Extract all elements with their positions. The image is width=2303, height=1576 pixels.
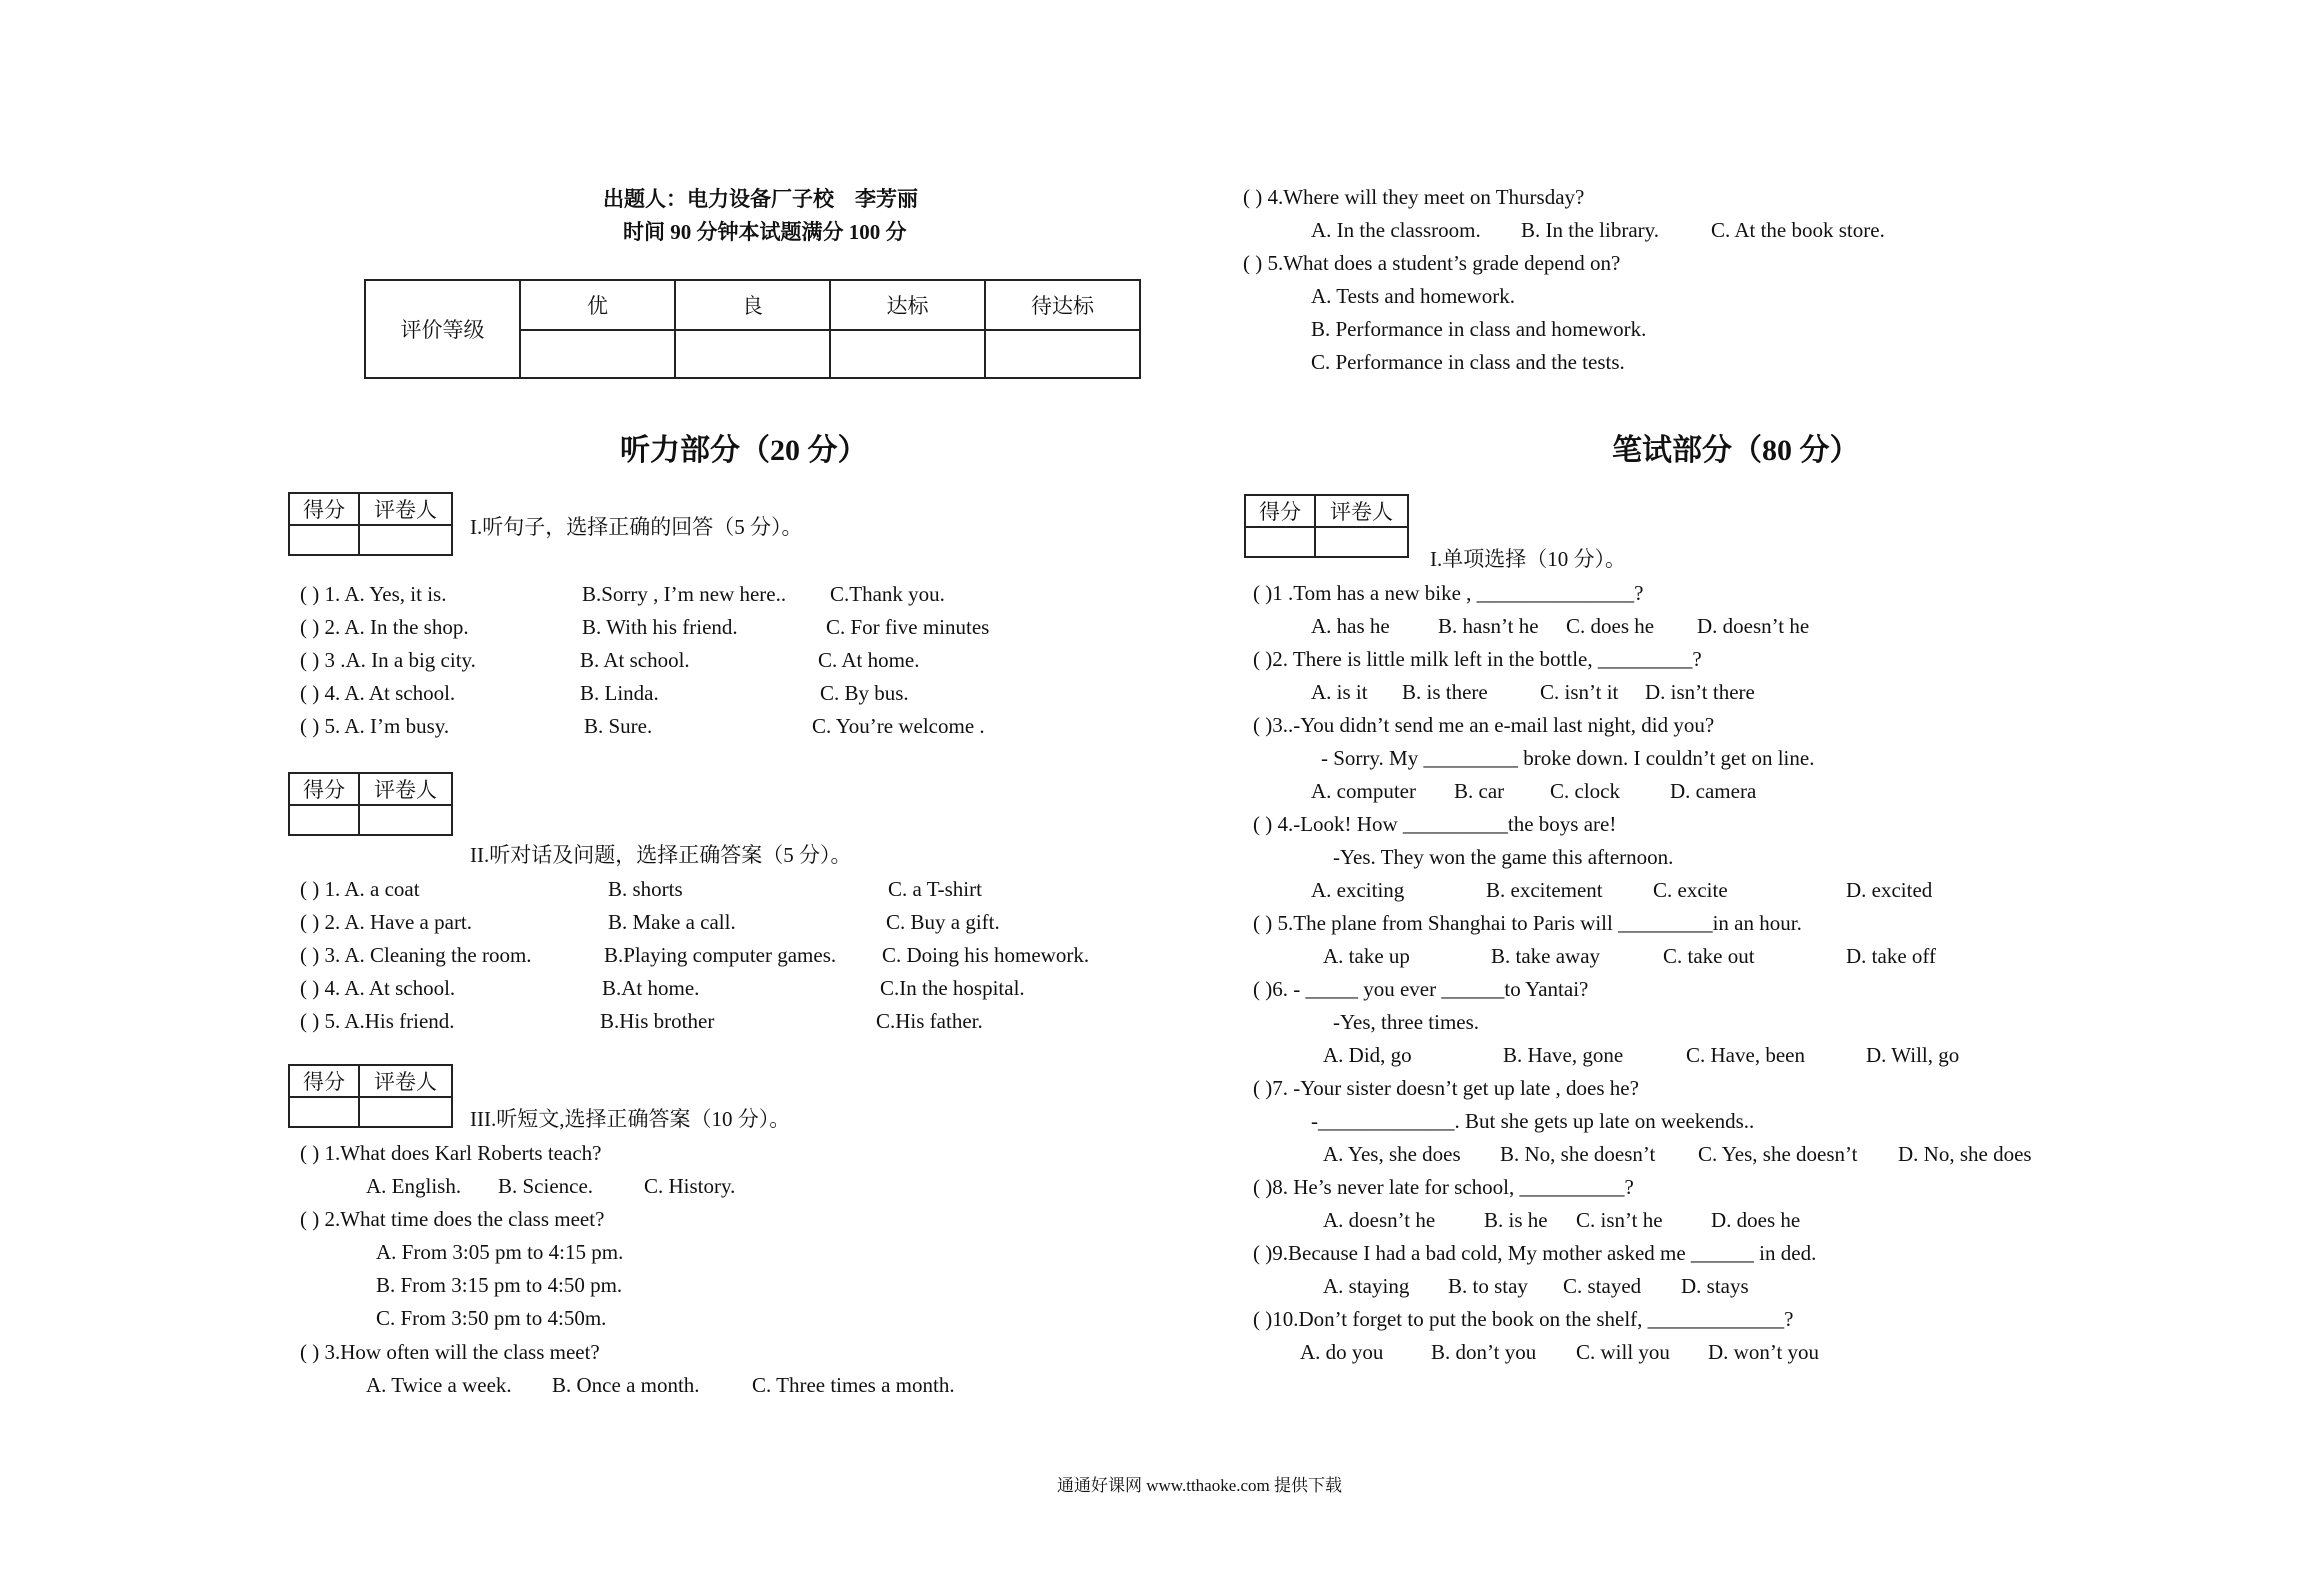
option-c: C. Doing his homework. xyxy=(882,943,1090,967)
option-b: B. From 3:15 pm to 4:50 pm. xyxy=(376,1273,623,1297)
question-stem: ( ) 3.How often will the class meet? xyxy=(300,1340,600,1364)
option-c: C. excite xyxy=(1653,878,1728,902)
option-b: B. is there xyxy=(1402,680,1488,704)
listening-title: 听力部分（20 分） xyxy=(620,434,868,467)
option-c: C. At home. xyxy=(818,648,920,672)
score-cell xyxy=(1245,527,1315,557)
option-c: C. Three times a month. xyxy=(752,1373,955,1397)
score-label: 得分 xyxy=(289,1065,359,1097)
writing-heading: I.单项选择（10 分）。 xyxy=(1430,547,1626,571)
grade-excellent: 优 xyxy=(520,280,675,330)
question-stem: ( )10.Don’t forget to put the book on the shelf, _____________? xyxy=(1253,1307,1794,1331)
option-c: C. For five minutes xyxy=(826,615,990,639)
option-a: A. staying xyxy=(1323,1274,1410,1298)
option-d: D. doesn’t he xyxy=(1697,614,1810,638)
grader-label: 评卷人 xyxy=(359,493,452,525)
grade-cell xyxy=(520,330,675,378)
option-b: B. Make a call. xyxy=(608,910,736,934)
option-b: B. take away xyxy=(1491,944,1601,968)
grader-label: 评卷人 xyxy=(359,1065,452,1097)
option-c: C. Performance in class and the tests. xyxy=(1311,350,1625,374)
option-c: C. From 3:50 pm to 4:50m. xyxy=(376,1306,607,1330)
question-line: -Yes. They won the game this afternoon. xyxy=(1333,845,1674,869)
option-a: A. doesn’t he xyxy=(1323,1208,1436,1232)
option-d: D. stays xyxy=(1681,1274,1749,1298)
score-label: 得分 xyxy=(1245,495,1315,527)
score-cell xyxy=(289,805,359,835)
option-c: C. Buy a gift. xyxy=(886,910,1000,934)
option-d: D. won’t you xyxy=(1708,1340,1820,1364)
question-stem: ( ) 1. A. a coat xyxy=(300,877,420,901)
question-stem: ( )7. -Your sister doesn’t get up late , does he? xyxy=(1253,1076,1639,1100)
question-stem: ( ) 4. A. At school. xyxy=(300,976,456,1000)
option-c: C. Yes, she doesn’t xyxy=(1698,1142,1858,1166)
option-a: A. has he xyxy=(1311,614,1390,638)
option-c: C. Have, been xyxy=(1686,1043,1805,1067)
option-a: A. Did, go xyxy=(1323,1043,1412,1067)
question-stem: ( )3..-You didn’t send me an e-mail last night, did you? xyxy=(1253,713,1715,737)
option-b: B. hasn’t he xyxy=(1438,614,1539,638)
grade-cell xyxy=(985,330,1140,378)
option-d: D. take off xyxy=(1846,944,1936,968)
question-stem: ( ) 2. A. Have a part. xyxy=(300,910,473,934)
question-stem: ( ) 1.What does Karl Roberts teach? xyxy=(300,1141,602,1165)
score-cell xyxy=(289,1097,359,1127)
question-stem: ( ) 5. A.His friend. xyxy=(300,1009,455,1033)
option-b: B. Sure. xyxy=(584,714,653,738)
option-a: A. is it xyxy=(1311,680,1368,704)
page-footer: 通通好课网 www.tthaoke.com 提供下载 xyxy=(1057,1476,1343,1495)
score-box xyxy=(288,1064,453,1128)
question-stem: ( ) 5. A. I’m busy. xyxy=(300,714,450,738)
option-d: D. isn’t there xyxy=(1645,680,1755,704)
option-b: B. don’t you xyxy=(1431,1340,1537,1364)
question-stem: ( ) 4. A. At school. xyxy=(300,681,456,705)
option-c: C. will you xyxy=(1576,1340,1670,1364)
option-b: B.His brother xyxy=(600,1009,715,1033)
question-stem: ( ) 3. A. Cleaning the room. xyxy=(300,943,532,967)
option-b: B. Linda. xyxy=(580,681,659,705)
score-cell xyxy=(289,525,359,555)
grade-cell xyxy=(675,330,830,378)
option-a: A. Yes, she does xyxy=(1323,1142,1461,1166)
question-stem: ( )9.Because I had a bad cold, My mother asked me ______ in ded. xyxy=(1253,1241,1817,1265)
question-stem: ( ) 1. A. Yes, it is. xyxy=(300,582,447,606)
exam-author: 出题人：电力设备厂子校 李芳丽 xyxy=(603,187,918,211)
question-stem: ( ) 2. A. In the shop. xyxy=(300,615,469,639)
option-b: B. Have, gone xyxy=(1503,1043,1624,1067)
option-c: C. take out xyxy=(1663,944,1755,968)
option-b: B.Sorry , I’m new here.. xyxy=(582,582,787,606)
option-c: C.In the hospital. xyxy=(880,976,1025,1000)
question-stem: ( ) 4.-Look! How __________the boys are! xyxy=(1253,812,1617,836)
question-stem: ( ) 5.The plane from Shanghai to Paris will _________in an hour. xyxy=(1253,911,1802,935)
score-label: 得分 xyxy=(289,773,359,805)
option-a: A. In the classroom. xyxy=(1311,218,1481,242)
option-b: B. No, she doesn’t xyxy=(1500,1142,1656,1166)
question-stem: ( ) 4.Where will they meet on Thursday? xyxy=(1243,185,1585,209)
option-c: C. stayed xyxy=(1563,1274,1642,1298)
option-b: B. shorts xyxy=(608,877,683,901)
option-c: C. By bus. xyxy=(820,681,909,705)
score-label: 得分 xyxy=(289,493,359,525)
grade-pass: 达标 xyxy=(830,280,985,330)
grader-label: 评卷人 xyxy=(359,773,452,805)
option-d: D. does he xyxy=(1711,1208,1801,1232)
grader-cell xyxy=(359,525,452,555)
question-stem: ( )6. - _____ you ever ______to Yantai? xyxy=(1253,977,1589,1001)
option-d: D. No, she does xyxy=(1898,1142,2032,1166)
option-a: A. computer xyxy=(1311,779,1416,803)
part1-heading: I.听句子，选择正确的回答（5 分）。 xyxy=(470,515,803,539)
question-stem: ( )8. He’s never late for school, __________? xyxy=(1253,1175,1634,1199)
option-b: B. excitement xyxy=(1486,878,1603,902)
score-box xyxy=(288,772,453,836)
option-a: A. From 3:05 pm to 4:15 pm. xyxy=(376,1240,624,1264)
option-a: A. do you xyxy=(1300,1340,1384,1364)
option-d: D. camera xyxy=(1670,779,1757,803)
grader-cell xyxy=(1315,527,1408,557)
option-b: B. With his friend. xyxy=(582,615,738,639)
option-b: B.Playing computer games. xyxy=(604,943,837,967)
option-c: C. You’re welcome . xyxy=(812,714,985,738)
option-b: B. Science. xyxy=(498,1174,594,1198)
score-box xyxy=(1244,494,1409,558)
option-c: C. At the book store. xyxy=(1711,218,1885,242)
option-c: C. isn’t it xyxy=(1540,680,1619,704)
question-stem: ( ) 2.What time does the class meet? xyxy=(300,1207,605,1231)
option-b: B. Once a month. xyxy=(552,1373,700,1397)
option-c: C. clock xyxy=(1550,779,1620,803)
grader-cell xyxy=(359,805,452,835)
option-a: A. exciting xyxy=(1311,878,1405,902)
option-b: B. car xyxy=(1454,779,1505,803)
option-d: D. excited xyxy=(1846,878,1933,902)
option-b: B. Performance in class and homework. xyxy=(1311,317,1647,341)
option-c: C. does he xyxy=(1566,614,1655,638)
option-a: A. Tests and homework. xyxy=(1311,284,1516,308)
question-stem: ( )2. There is little milk left in the bottle, _________? xyxy=(1253,647,1702,671)
option-a: A. Twice a week. xyxy=(366,1373,512,1397)
grade-cell xyxy=(830,330,985,378)
grade-label: 评价等级 xyxy=(365,280,520,378)
grade-table xyxy=(364,279,1141,379)
option-d: D. Will, go xyxy=(1866,1043,1960,1067)
grade-needs-work: 待达标 xyxy=(985,280,1140,330)
part3-heading: III.听短文,选择正确答案（10 分）。 xyxy=(470,1107,791,1131)
question-stem: ( ) 3 .A. In a big city. xyxy=(300,648,476,672)
option-a: A. English. xyxy=(366,1174,462,1198)
option-c: C. a T-shirt xyxy=(888,877,982,901)
grade-good: 良 xyxy=(675,280,830,330)
option-b: B.At home. xyxy=(602,976,700,1000)
option-b: B. to stay xyxy=(1448,1274,1528,1298)
option-c: C.His father. xyxy=(876,1009,983,1033)
exam-time: 时间 90 分钟本试题满分 100 分 xyxy=(623,220,907,244)
part2-heading: II.听对话及问题，选择正确答案（5 分）。 xyxy=(470,843,852,867)
option-c: C. History. xyxy=(644,1174,736,1198)
writing-title: 笔试部分（80 分） xyxy=(1612,434,1860,467)
question-line: - Sorry. My _________ broke down. I couldn’t get on line. xyxy=(1321,746,1815,770)
question-stem: ( )1 .Tom has a new bike , _______________? xyxy=(1253,581,1644,605)
grader-label: 评卷人 xyxy=(1315,495,1408,527)
option-c: C.Thank you. xyxy=(830,582,945,606)
question-line: -Yes, three times. xyxy=(1333,1010,1480,1034)
option-b: B. is he xyxy=(1484,1208,1548,1232)
option-b: B. At school. xyxy=(580,648,690,672)
score-box xyxy=(288,492,453,556)
grader-cell xyxy=(359,1097,452,1127)
option-c: C. isn’t he xyxy=(1576,1208,1663,1232)
option-b: B. In the library. xyxy=(1521,218,1660,242)
question-line: -_____________. But she gets up late on weekends.. xyxy=(1311,1109,1755,1133)
question-stem: ( ) 5.What does a student’s grade depend on? xyxy=(1243,251,1621,275)
option-a: A. take up xyxy=(1323,944,1410,968)
